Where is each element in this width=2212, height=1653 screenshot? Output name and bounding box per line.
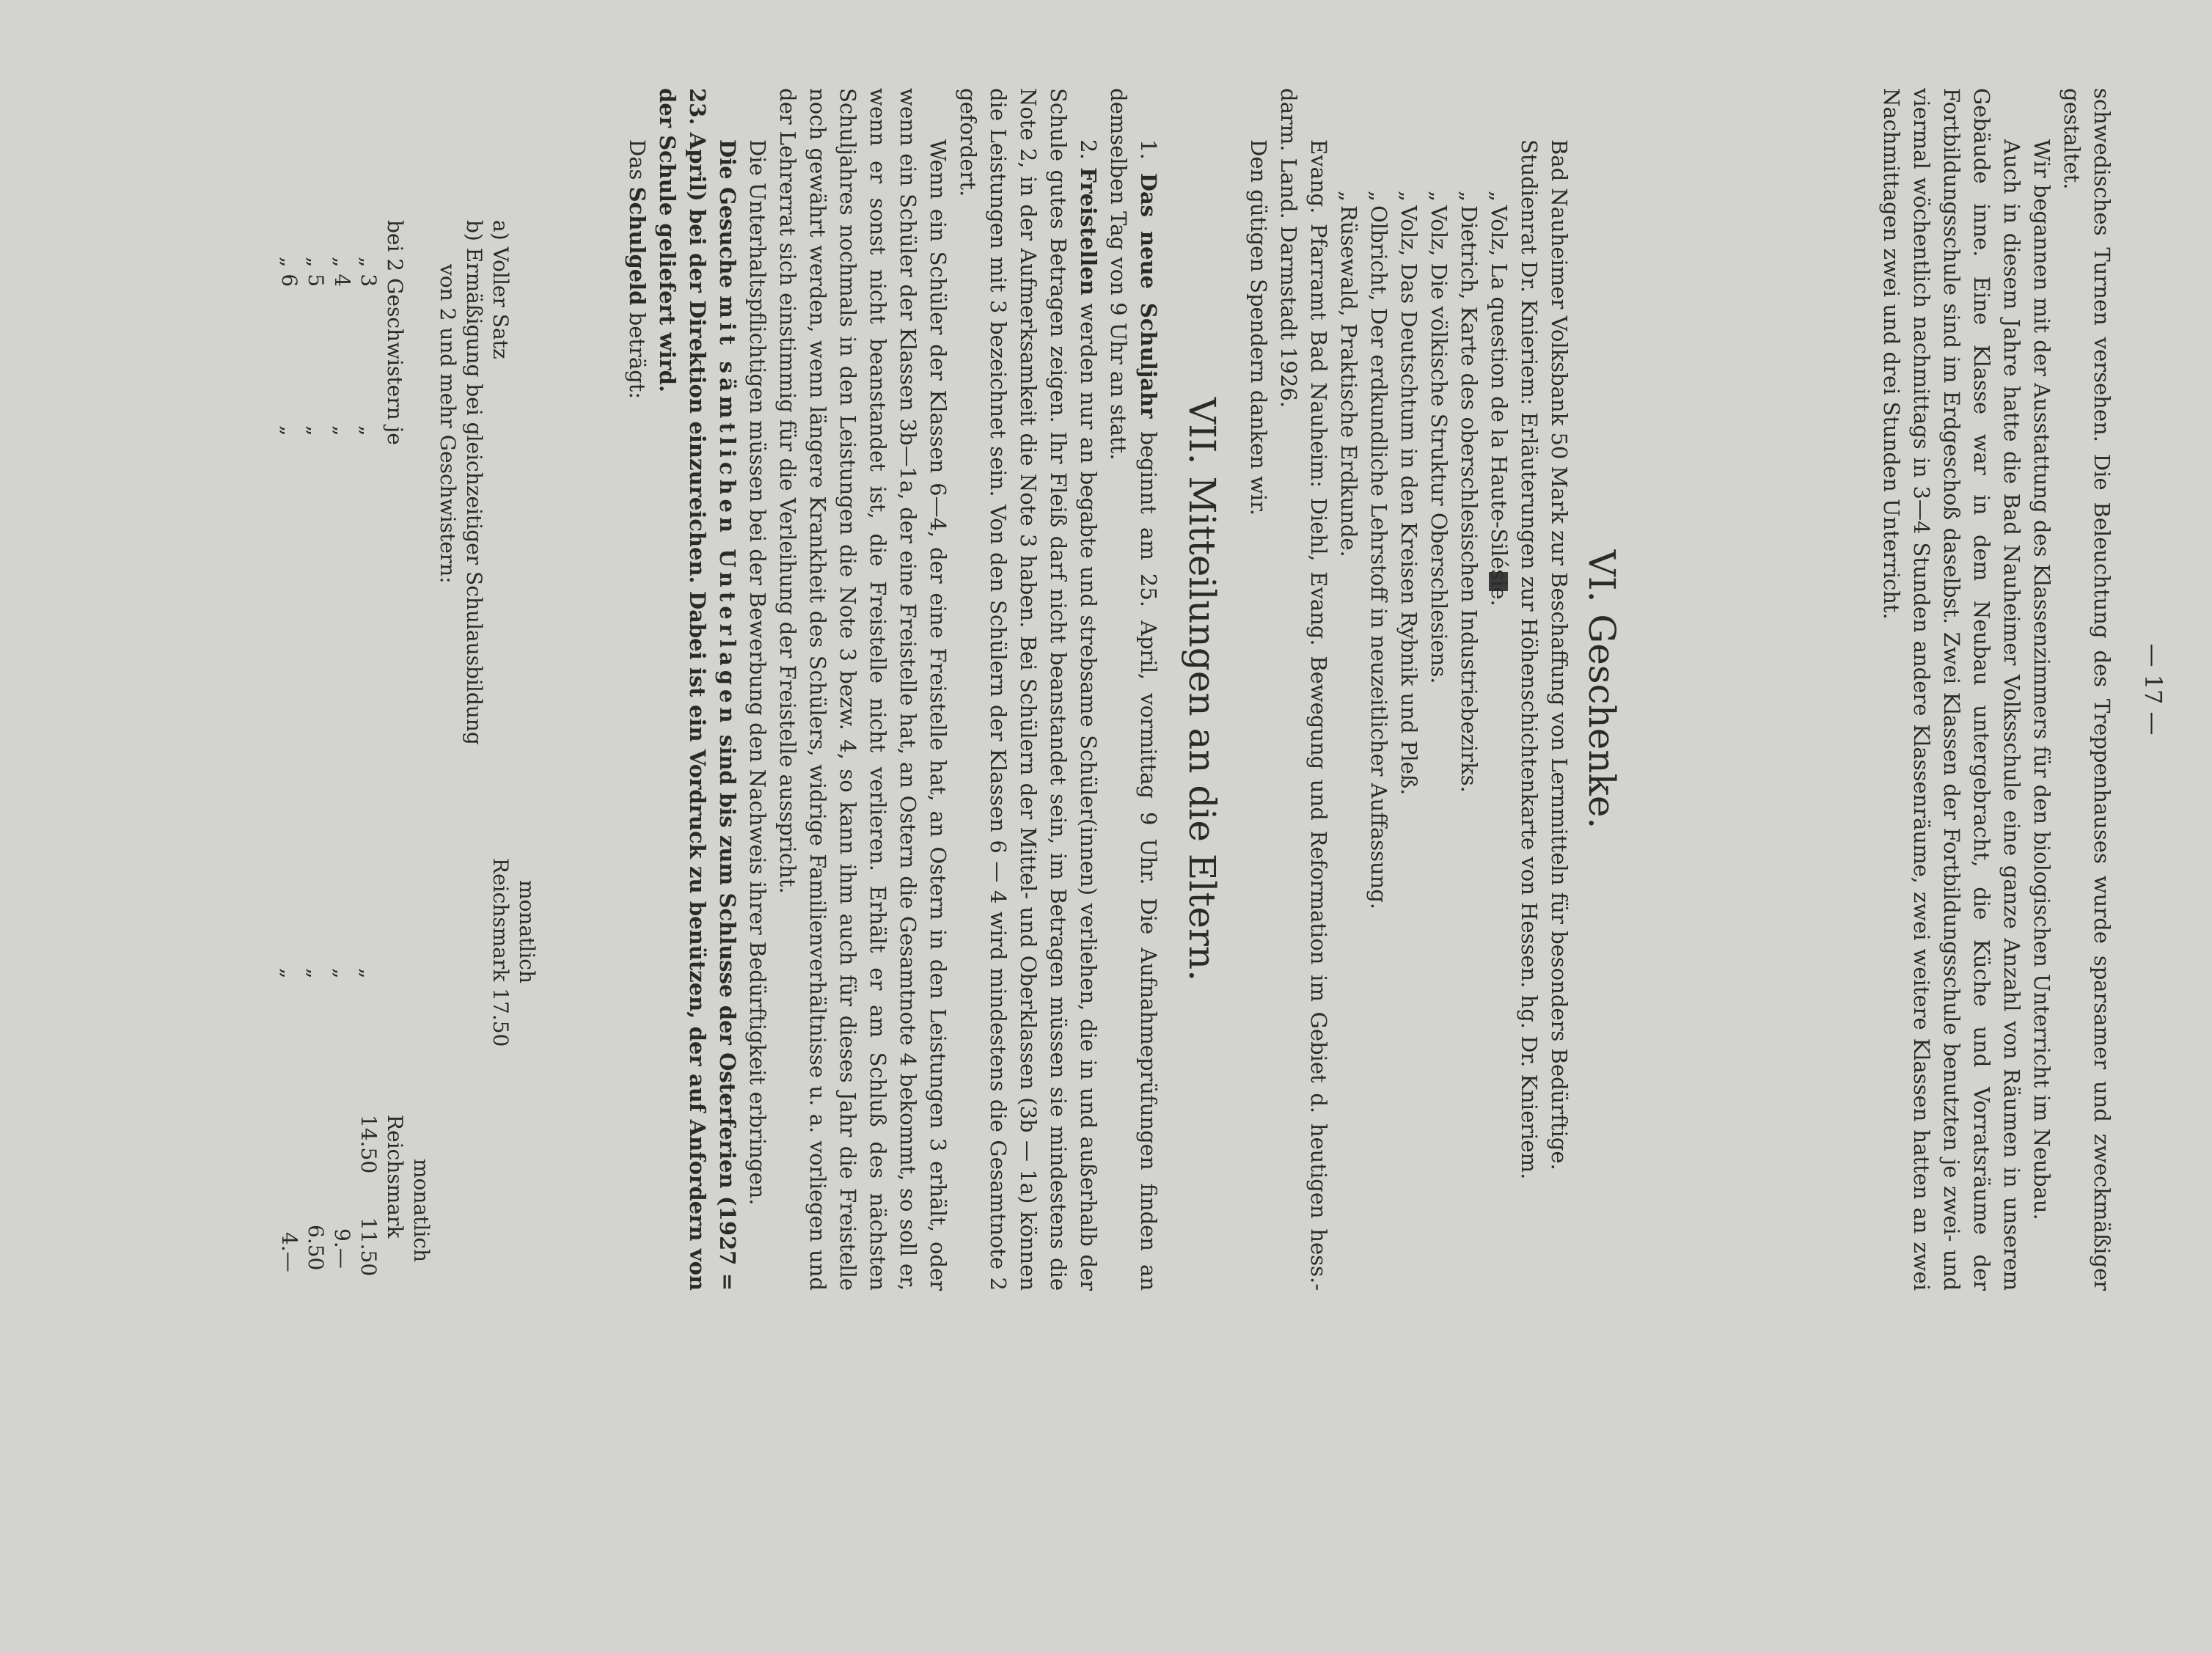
page-number: — 17 — xyxy=(2139,643,2167,736)
ditto-mark: „ xyxy=(277,425,301,436)
fee-label: „ 5 xyxy=(304,257,328,287)
fee-amount: Reichsmark 17.50 xyxy=(488,858,513,1047)
ditto-mark: „ xyxy=(356,425,381,436)
gift-item xyxy=(1454,88,1484,1291)
ditto-mark: „ xyxy=(304,968,328,979)
fee-row xyxy=(355,88,381,1291)
intro-paragraph-3: Auch in diesem Jahre hatte die Bad Nauheimer Volksschule eine ganze Anzahl von Räumen in unserem Gebäude inne. Eine Klasse war in dem Neubau untergebracht, die Küche und Vorratsräume der Fortbildungsschule sind im Erdgeschoß daselbst. Zwei Klassen der Fortbildungsschule benutzten je zwei- und viermal wöchentlich nachmittags in 3—4 Stunden andere Klassenräume, zwei weitere Klassen hatten an zwei Nachmittagen zwei und drei Stunden Unterricht. xyxy=(1879,88,2024,1291)
notice-fees xyxy=(622,88,652,1291)
gift-title: Volz, Die völkische Struktur Oberschlesiens. xyxy=(1427,205,1451,684)
notice-free-places xyxy=(953,88,1103,1291)
fee-row xyxy=(434,88,461,1291)
notice-text: beträgt: xyxy=(625,305,650,400)
section-6 xyxy=(1578,88,1625,1291)
intro-paragraph-1: schwedisches Turnen versehen. Die Beleuchtung des Treppenhauses wurde sparsamer und zweckmäßiger gestaltet. xyxy=(2059,88,2114,1291)
section-6-heading: VI. Geschenke. xyxy=(1581,549,1623,829)
parents-notices xyxy=(622,88,1163,1291)
fee-amount: Reichsmark 14.50 xyxy=(356,1115,407,1239)
fee-row xyxy=(276,88,302,1291)
thanks-line: Den gütigen Spendern danken wir. xyxy=(1246,139,1271,516)
gift-title: Dietrich, Karte des oberschlesischen Industriebezirks. xyxy=(1457,205,1482,793)
gift-item xyxy=(1333,88,1363,1291)
gift-item xyxy=(1424,88,1454,1291)
notice-text: Das xyxy=(625,139,650,187)
notice-number: 2. xyxy=(1076,139,1101,168)
notice-emphasis: Die Gesuche xyxy=(715,139,740,296)
gift-title: Olbricht, Der erdkundliche Lehrstoff in neuzeitlicher Auffassung. xyxy=(1366,205,1391,910)
fee-table xyxy=(276,88,540,1291)
intro-paragraph-2: Wir begannen mit der Ausstattung des Klassenzimmers für den biologischen Unterricht im Neubau. xyxy=(2029,139,2054,1220)
gift-item: Bad Nauheimer Volksbank 50 Mark zur Beschaffung von Lernmitteln für besonders Bedürftige. xyxy=(1547,139,1572,1170)
notice-emphasis-spaced: mit sämtlichen Unterlagen xyxy=(715,296,740,727)
fee-label: „ 6 xyxy=(277,257,301,287)
ditto-mark: „ xyxy=(330,425,354,436)
notice-free-places-conditions: Wenn ein Schüler der Klassen 6—4, der eine Freistelle hat, an Ostern in den Leistungen 3 erhält, oder wenn ein Schüler der Klassen 3b—1a, der eine Freistelle hat, an Ostern die Gesamtnote 4 bekommt, so soll er, wenn er sonst nicht beanstandet ist, die Freistelle nicht verlieren. Erhält er am Schluß des nächsten Schuljahres nochmals in den Leistungen die Note 3 bezw. 4, so kann ihm auch für dieses Jahr die Freistelle noch gewährt werden, wenn längere Krankheit des Schülers, widrige Familienverhältnisse u. a. vorliegen und der Lehrerrat sich einstimmig für die Verleihung der Freistelle ausspricht. xyxy=(775,88,951,1291)
fee-amount: 4.— xyxy=(277,1232,301,1272)
fee-row xyxy=(302,88,329,1291)
monthly-header: monatlich xyxy=(409,1159,433,1263)
ditto-mark: „ xyxy=(330,968,354,979)
gift-item: Studienrat Dr. Knieriem: Erläuterungen zur Höhenschichtenkarte von Hessen. hg. Dr. Knieriem. xyxy=(1517,139,1542,1180)
fee-row xyxy=(329,88,355,1291)
fee-header xyxy=(408,88,434,1291)
notice-school-year xyxy=(1103,88,1163,1291)
ditto-mark: „ xyxy=(1336,191,1361,202)
fee-label: a) Voller Satz xyxy=(488,220,513,359)
section-7 xyxy=(1179,88,1226,1291)
ditto-mark: „ xyxy=(1487,191,1512,202)
fee-header xyxy=(513,88,540,1291)
gift-item: Evang. Pfarramt Bad Nauheim: Diehl, Evang. Bewegung und Reformation im Gebiet d. heutigen hess.-darm. Land. Darmstadt 1926. xyxy=(1276,88,1331,1291)
ditto-mark: „ xyxy=(277,968,301,979)
gift-title: Volz, La question de la Haute-Silésie. xyxy=(1487,205,1512,606)
notice-number: 1. xyxy=(1136,139,1161,173)
fee-amount: 6.50 xyxy=(304,1225,328,1271)
fee-amount: 11.50 xyxy=(356,1217,381,1277)
ditto-mark: „ xyxy=(1366,191,1391,202)
notice-applications xyxy=(652,88,742,1291)
ditto-mark: „ xyxy=(356,968,381,979)
notice-text: beginnt am 25. April, vormittag 9 Uhr. Die Aufnahmeprüfungen finden an demselben Tag von 9 Uhr an statt. xyxy=(1106,88,1161,1291)
notice-emphasis: Freistellen xyxy=(1076,167,1101,296)
ditto-mark: „ xyxy=(1427,191,1451,202)
fee-label: b) Ermäßigung bei gleichzeitiger Schulausbildung xyxy=(462,220,486,745)
ditto-mark: „ xyxy=(304,425,328,436)
notice-emphasis: Das neue Schuljahr xyxy=(1136,172,1161,419)
fee-label: von 2 und mehr Geschwistern: xyxy=(436,264,460,584)
gift-title: Volz, Das Deutschtum in den Kreisen Rybnik und Pleß. xyxy=(1396,205,1421,796)
ditto-mark: „ xyxy=(1457,191,1482,202)
fee-label: „ 3 xyxy=(356,257,381,287)
gift-item xyxy=(1394,88,1424,1291)
section-7-heading: VII. Mitteilungen an die Eltern. xyxy=(1181,397,1223,981)
notice-emphasis: Schulgeld xyxy=(625,186,650,306)
fee-row xyxy=(461,88,487,1291)
monthly-header: monatlich xyxy=(515,880,539,984)
intro-block xyxy=(1876,88,2117,1291)
gift-item xyxy=(1363,88,1394,1291)
fee-row xyxy=(487,88,513,1291)
fee-label: bei 2 Geschwistern je xyxy=(383,220,407,445)
gift-title: Rüsewald, Praktische Erdkunde. xyxy=(1336,205,1361,557)
gifts-list xyxy=(1243,88,1574,1291)
gift-item xyxy=(1484,88,1514,1291)
ditto-mark: „ xyxy=(1396,191,1421,202)
notice-proof: Die Unterhaltspflichtigen müssen bei der Bewerbung den Nachweis ihrer Bedürftigkeit erbringen. xyxy=(745,139,770,1206)
fee-label: „ 4 xyxy=(330,257,354,287)
notice-text: werden nur an begabte und strebsame Schüler(innen) verliehen, die in und außerhalb der Schule gutes Betragen zeigen. Ihr Fleiß darf nicht beanstandet sein, im Betragen müssen sie mindestens die Note 2, in der Aufmerksamkeit die Note 3 haben. Bei Schülern der Mittel- und Oberklassen (3b — 1a) können die Leistungen mit 3 bezeichnet sein. Von den Schülern der Klassen 6 — 4 wird mindestens die Gesamtnote 2 gefordert. xyxy=(956,88,1101,1291)
fee-amount: 9.— xyxy=(330,1228,354,1269)
notice-emphasis: sind bis zum Schlusse der Osterferien (1927 = 23. April) bei der Direktion einzureichen. Dabei ist ein Vordruck zu benützen, der auf Anfordern von der Schule geliefert wird. xyxy=(655,88,740,1291)
